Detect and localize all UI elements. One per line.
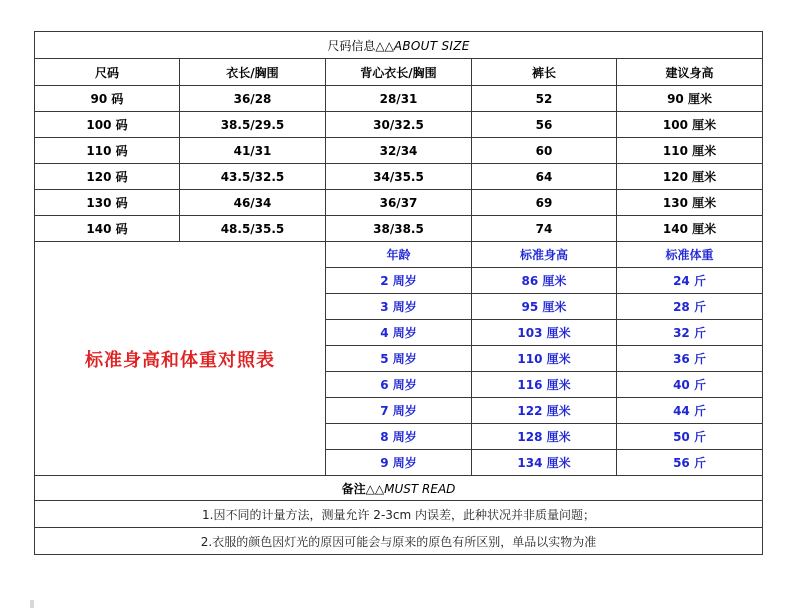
length-chest-cell: 48.5/35.5 [180, 216, 326, 242]
suggested-height-cell: 140 厘米 [617, 216, 763, 242]
std-weight-cell: 40 斤 [617, 372, 763, 398]
suggested-height-cell: 120 厘米 [617, 164, 763, 190]
pants-length-cell: 74 [472, 216, 617, 242]
size-cell: 110 码 [35, 138, 180, 164]
size-row [35, 86, 763, 112]
std-height-cell: 128 厘米 [472, 424, 617, 450]
length-chest-cell: 43.5/32.5 [180, 164, 326, 190]
std-weight-cell: 36 斤 [617, 346, 763, 372]
std-height-cell: 103 厘米 [472, 320, 617, 346]
vest-length-chest-cell: 30/32.5 [326, 112, 472, 138]
header-std-height: 标准身高 [472, 242, 617, 268]
length-chest-cell: 38.5/29.5 [180, 112, 326, 138]
age-cell: 9 周岁 [326, 450, 472, 476]
suggested-height-cell: 110 厘米 [617, 138, 763, 164]
std-height-cell: 134 厘米 [472, 450, 617, 476]
age-cell: 3 周岁 [326, 294, 472, 320]
size-cell: 100 码 [35, 112, 180, 138]
size-chart [34, 31, 762, 555]
title-zh: 尺码信息 [327, 38, 376, 53]
title-marks: △△ [375, 38, 394, 53]
notes-title [35, 476, 763, 501]
age-cell: 6 周岁 [326, 372, 472, 398]
vest-length-chest-cell: 34/35.5 [326, 164, 472, 190]
age-cell: 8 周岁 [326, 424, 472, 450]
size-row [35, 138, 763, 164]
size-cell: 140 码 [35, 216, 180, 242]
size-cell: 120 码 [35, 164, 180, 190]
size-row [35, 216, 763, 242]
notes-title-en: MUST READ [384, 481, 456, 496]
suggested-height-cell: 90 厘米 [617, 86, 763, 112]
std-height-cell: 86 厘米 [472, 268, 617, 294]
note-line: 1.因不同的计量方法，测量允许 2-3cm 内误差，此种状况并非质量问题； [35, 501, 763, 528]
notes-title-zh: 备注 [341, 481, 366, 496]
notes-title-marks: △△ [365, 481, 385, 496]
header-age: 年龄 [326, 242, 472, 268]
age-cell: 5 周岁 [326, 346, 472, 372]
size-cell: 90 码 [35, 86, 180, 112]
std-height-cell: 110 厘米 [472, 346, 617, 372]
length-chest-cell: 41/31 [180, 138, 326, 164]
std-weight-cell: 24 斤 [617, 268, 763, 294]
age-cell: 7 周岁 [326, 398, 472, 424]
std-header-row [35, 242, 763, 268]
size-cell: 130 码 [35, 190, 180, 216]
length-chest-cell: 36/28 [180, 86, 326, 112]
std-height-cell: 122 厘米 [472, 398, 617, 424]
pants-length-cell: 56 [472, 112, 617, 138]
corner-mark [30, 600, 34, 608]
chart-title [35, 32, 763, 59]
std-weight-cell: 32 斤 [617, 320, 763, 346]
std-weight-cell: 28 斤 [617, 294, 763, 320]
std-weight-cell: 44 斤 [617, 398, 763, 424]
header-std-weight: 标准体重 [617, 242, 763, 268]
size-chart-table [34, 31, 763, 555]
size-row [35, 190, 763, 216]
vest-length-chest-cell: 28/31 [326, 86, 472, 112]
note-line: 2.衣服的颜色因灯光的原因可能会与原来的原色有所区别，单品以实物为准 [35, 528, 763, 555]
vest-length-chest-cell: 36/37 [326, 190, 472, 216]
suggested-height-cell: 100 厘米 [617, 112, 763, 138]
suggested-height-cell: 130 厘米 [617, 190, 763, 216]
std-height-cell: 116 厘米 [472, 372, 617, 398]
std-label-cell [35, 242, 326, 476]
vest-length-chest-cell: 38/38.5 [326, 216, 472, 242]
std-weight-cell: 50 斤 [617, 424, 763, 450]
header-suggested-height: 建议身高 [617, 59, 763, 86]
pants-length-cell: 60 [472, 138, 617, 164]
size-row [35, 164, 763, 190]
header-vest-length-chest: 背心衣长/胸围 [326, 59, 472, 86]
std-height-cell: 95 厘米 [472, 294, 617, 320]
pants-length-cell: 64 [472, 164, 617, 190]
std-weight-cell: 56 斤 [617, 450, 763, 476]
vest-length-chest-cell: 32/34 [326, 138, 472, 164]
age-cell: 2 周岁 [326, 268, 472, 294]
length-chest-cell: 46/34 [180, 190, 326, 216]
size-header-row [35, 59, 763, 86]
title-en: ABOUT SIZE [393, 38, 470, 53]
std-table-label: 标准身高和体重对照表 [85, 349, 275, 371]
header-size: 尺码 [35, 59, 180, 86]
age-cell: 4 周岁 [326, 320, 472, 346]
header-pants-length: 裤长 [472, 59, 617, 86]
pants-length-cell: 69 [472, 190, 617, 216]
pants-length-cell: 52 [472, 86, 617, 112]
size-row [35, 112, 763, 138]
header-length-chest: 衣长/胸围 [180, 59, 326, 86]
